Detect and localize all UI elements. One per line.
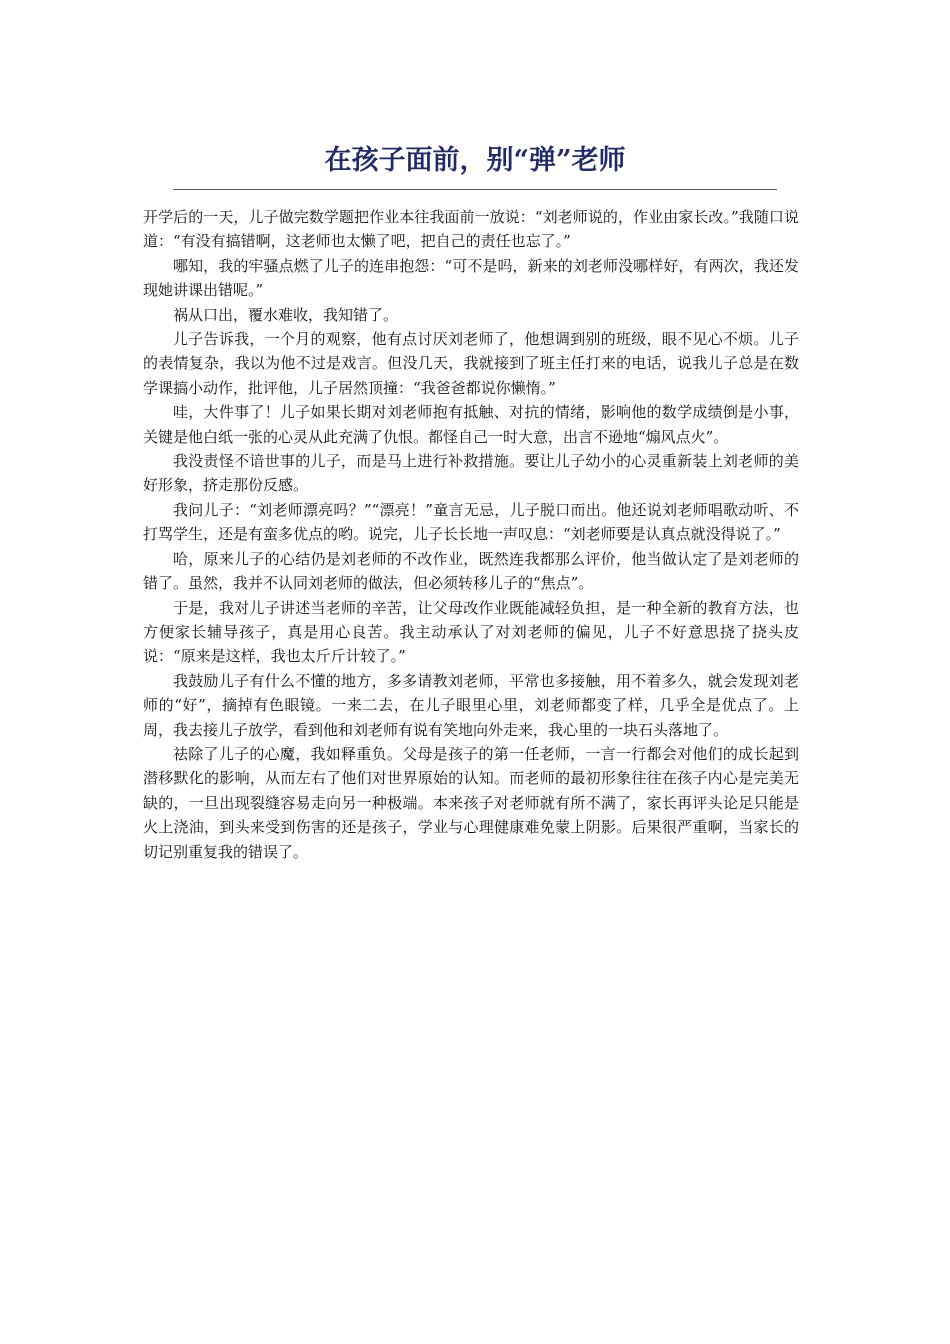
title-divider [173,189,777,190]
paragraph-7: 我问儿子：“刘老师漂亮吗？”“漂亮！”童言无忌，儿子脱口而出。他还说刘老师唱歌动听、不打骂学生，还是有蛮多优点的哟。说完，儿子长长地一声叹息：“刘老师要是认真点就没得说了。” [143,500,799,544]
article-body [143,205,799,864]
paragraph-1: 开学后的一天，儿子做完数学题把作业本往我面前一放说：“刘老师说的，作业由家长改。”我随口说道：“有没有搞错啊，这老师也太懒了吧，把自己的责任也忘了。” [143,208,799,251]
paragraph-5: 哇，大件事了！儿子如果长期对刘老师抱有抵触、对抗的情绪，影响他的数学成绩倒是小事，关键是他白纸一张的心灵从此充满了仇恨。都怪自己一时大意，出言不逊地“煽风点火”。 [143,403,799,446]
paragraph-11: 祛除了儿子的心魔，我如释重负。父母是孩子的第一任老师，一言一行都会对他们的成长起到潜移默化的影响，从而左右了他们对世界原始的认知。而老师的最初形象往往在孩子内心是完美无缺的，一旦出现裂缝容易走向另一种极端。本来孩子对老师就有所不满了，家长再评头论足只能是火上浇油，到头来受到伤害的还是孩子，学业与心理健康难免蒙上阴影。后果很严重啊，当家长的切记别重复我的错误了。 [143,744,799,861]
paragraph-3: 祸从口出，覆水难收，我知错了。 [173,305,399,324]
paragraph-10: 我鼓励儿子有什么不懂的地方，多多请教刘老师，平常也多接触，用不着多久，就会发现刘老师的“好”，摘掉有色眼镜。一来二去，在儿子眼里心里，刘老师都变了样，几乎全是优点了。上周，我去接儿子放学，看到他和刘老师有说有笑地向外走来，我心里的一块石头落地了。 [143,671,799,739]
document-title: 在孩子面前，别“弹”老师 [324,145,626,176]
paragraph-4: 儿子告诉我，一个月的观察，他有点讨厌刘老师了，他想调到别的班级，眼不见心不烦。儿子的表情复杂，我以为他不过是戏言。但没几天，我就接到了班主任打来的电话，说我儿子总是在数学课搞小动作，批评他，儿子居然顶撞：“我爸爸都说你懒惰。” [143,330,799,397]
paragraph-6: 我没责怪不谙世事的儿子，而是马上进行补救措施。要让儿子幼小的心灵重新装上刘老师的美好形象，挤走那份反感。 [143,452,799,495]
paragraph-2: 哪知，我的牢骚点燃了儿子的连串抱怨：“可不是吗，新来的刘老师没哪样好，有两次，我还发现她讲课出错呢。” [143,256,799,300]
paragraph-9: 于是，我对儿子讲述当老师的辛苦，让父母改作业既能减轻负担，是一种全新的教育方法，也方便家长辅导孩子，真是用心良苦。我主动承认了对刘老师的偏见，儿子不好意思挠了挠头皮说：“原来是这样，我也太斤斤计较了。” [143,598,799,666]
paragraph-8: 哈，原来儿子的心结仍是刘老师的不改作业，既然连我都那么评价，他当做认定了是刘老师的错了。虽然，我并不认同刘老师的做法，但必须转移儿子的“焦点”。 [143,549,799,593]
